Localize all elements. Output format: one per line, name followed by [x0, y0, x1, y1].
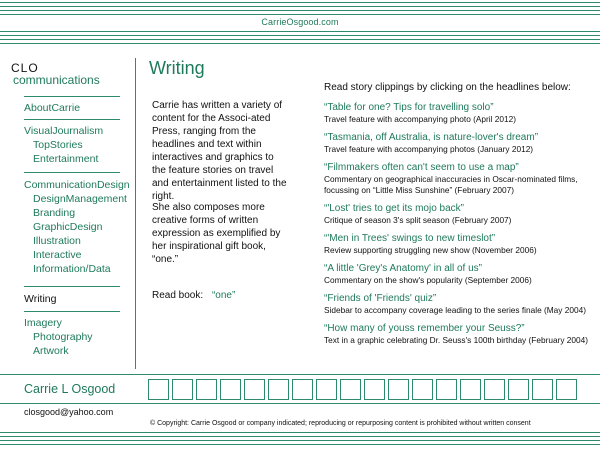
- copyright-notice: © Copyright: Carrie Osgood or company indicated; reproducing or repurposing content is prohibited without written consent: [150, 420, 531, 427]
- bottom-rule-2: [0, 436, 600, 437]
- nav-illustration[interactable]: Illustration: [33, 235, 81, 247]
- bottom-rule-3: [0, 440, 600, 441]
- decorative-box: [340, 379, 361, 400]
- story-item: [324, 263, 596, 286]
- header-rule-2: [0, 35, 600, 36]
- nav-photography[interactable]: Photography: [33, 331, 93, 343]
- story-headline-link[interactable]: “Filmmakers often can't seem to use a map”: [324, 162, 519, 173]
- story-list: [324, 82, 596, 353]
- decorative-box: [364, 379, 385, 400]
- logo-mark: CLO: [11, 61, 39, 75]
- intro-paragraph: Carrie has written a variety of content for the Associ-ated Press, ranging from the headlines and text within interactives and graphics to the feature stories on travel and entertainment listed to the right.: [152, 100, 287, 202]
- nav-artwork[interactable]: Artwork: [33, 345, 69, 357]
- bottom-rule-1: [0, 432, 600, 433]
- header-rule-4: [0, 43, 600, 44]
- story-description: Travel feature with accompanying photos (January 2012): [324, 144, 534, 154]
- header-rule-3: [0, 39, 600, 40]
- story-description: Critique of season 3's split season (February 2007): [324, 215, 512, 225]
- bottom-rule-4: [0, 444, 600, 445]
- read-book: [152, 290, 235, 301]
- site-url[interactable]: CarrieOsgood.com: [261, 17, 339, 27]
- nav-imagery[interactable]: Imagery: [24, 317, 62, 329]
- author-name: Carrie L Osgood: [24, 382, 116, 396]
- page-title: Writing: [149, 58, 205, 78]
- column-divider: [135, 58, 136, 369]
- nav-divider: [24, 119, 120, 120]
- story-headline-link[interactable]: “Tasmania, off Australia, is nature-lover's dream”: [324, 132, 539, 143]
- decorative-box: [244, 379, 265, 400]
- intro-paragraph-2: She also composes more creative forms of written expression as exemplified by her inspirational gift book, “one.”: [152, 202, 281, 265]
- nav-visual-journalism[interactable]: VisualJournalism: [24, 125, 104, 137]
- top-rule-3: [0, 10, 600, 11]
- story-item: [324, 203, 596, 226]
- decorative-box: [196, 379, 217, 400]
- decorative-box: [268, 379, 289, 400]
- nav-writing[interactable]: Writing: [24, 293, 57, 305]
- top-rule-1: [0, 2, 600, 3]
- decorative-box: [292, 379, 313, 400]
- nav-communication-design[interactable]: CommunicationDesign: [24, 179, 130, 191]
- nav-divider: [24, 311, 120, 312]
- nav-divider: [24, 96, 120, 97]
- story-item: [324, 233, 596, 256]
- story-headline-link[interactable]: “How many of youss remember your Seuss?”: [324, 323, 525, 334]
- decorative-box: [556, 379, 577, 400]
- decorative-box: [412, 379, 433, 400]
- top-rule-4: [0, 14, 600, 15]
- read-book-label: Read book:: [152, 290, 204, 301]
- decorative-box-strip: [148, 379, 593, 402]
- nav-interactive[interactable]: Interactive: [33, 249, 82, 261]
- footer-rule: [0, 403, 600, 404]
- story-headline-link[interactable]: “'Men in Trees' swings to new timeslot”: [324, 233, 496, 244]
- story-item: [324, 132, 596, 155]
- email-link[interactable]: closgood@yahoo.com: [24, 407, 114, 417]
- nav-group-imagery: [24, 316, 120, 358]
- nav-graphic-design[interactable]: GraphicDesign: [33, 221, 103, 233]
- story-description: Travel feature with accompanying photo (April 2012): [324, 114, 517, 124]
- nav-divider: [24, 172, 120, 173]
- nav-branding[interactable]: Branding: [33, 207, 76, 219]
- decorative-box: [484, 379, 505, 400]
- nav-group-visual-journalism: [24, 124, 120, 166]
- story-headline-link[interactable]: “'Lost' tries to get its mojo back”: [324, 203, 464, 214]
- story-headline-link[interactable]: “Table for one? Tips for travelling solo”: [324, 102, 494, 113]
- decorative-box: [508, 379, 529, 400]
- nav-top-stories[interactable]: TopStories: [33, 139, 83, 151]
- story-description: Text in a graphic celebrating Dr. Seuss's 100th birthday (February 2004): [324, 335, 588, 345]
- top-rule-2: [0, 6, 600, 7]
- decorative-box: [460, 379, 481, 400]
- header-rule-1: [0, 31, 600, 32]
- story-headline-link[interactable]: “A little 'Grey's Anatomy' in all of us”: [324, 263, 483, 274]
- story-description: Commentary on the show's popularity (September 2006): [324, 275, 532, 285]
- nav-design-management[interactable]: DesignManagement: [33, 193, 127, 205]
- stories-intro: Read story clippings by clicking on the headlines below:: [324, 82, 571, 93]
- story-item: [324, 162, 596, 196]
- decorative-box: [316, 379, 337, 400]
- story-item: [324, 323, 596, 346]
- nav-about-carrie[interactable]: AboutCarrie: [24, 102, 81, 114]
- logo[interactable]: [13, 62, 100, 86]
- decorative-box: [436, 379, 457, 400]
- nav-information-data[interactable]: Information/Data: [33, 263, 111, 275]
- decorative-box: [388, 379, 409, 400]
- nav-group-communication-design: [24, 178, 130, 276]
- decorative-box: [172, 379, 193, 400]
- story-item: [324, 293, 596, 316]
- decorative-box: [220, 379, 241, 400]
- read-book-link[interactable]: “one”: [211, 290, 236, 301]
- decorative-box: [532, 379, 553, 400]
- story-headline-link[interactable]: “Friends of 'Friends' quiz”: [324, 293, 437, 304]
- nav-entertainment[interactable]: Entertainment: [33, 153, 99, 165]
- story-item: [324, 102, 596, 125]
- story-description: Commentary on geographical inaccuracies in Oscar-nominated films, focussing on “Little Miss Sunshine” (February 2007): [324, 174, 578, 195]
- nav-divider: [24, 286, 120, 287]
- story-description: Sidebar to accompany coverage leading to the series finale (May 2004): [324, 305, 586, 315]
- nav-group-writing: [24, 292, 120, 306]
- logo-text: communications: [13, 73, 100, 87]
- story-description: Review supporting struggling new show (November 2006): [324, 245, 537, 255]
- footer-rule-top: [0, 374, 600, 375]
- nav-group-about: [24, 101, 120, 115]
- decorative-box: [148, 379, 169, 400]
